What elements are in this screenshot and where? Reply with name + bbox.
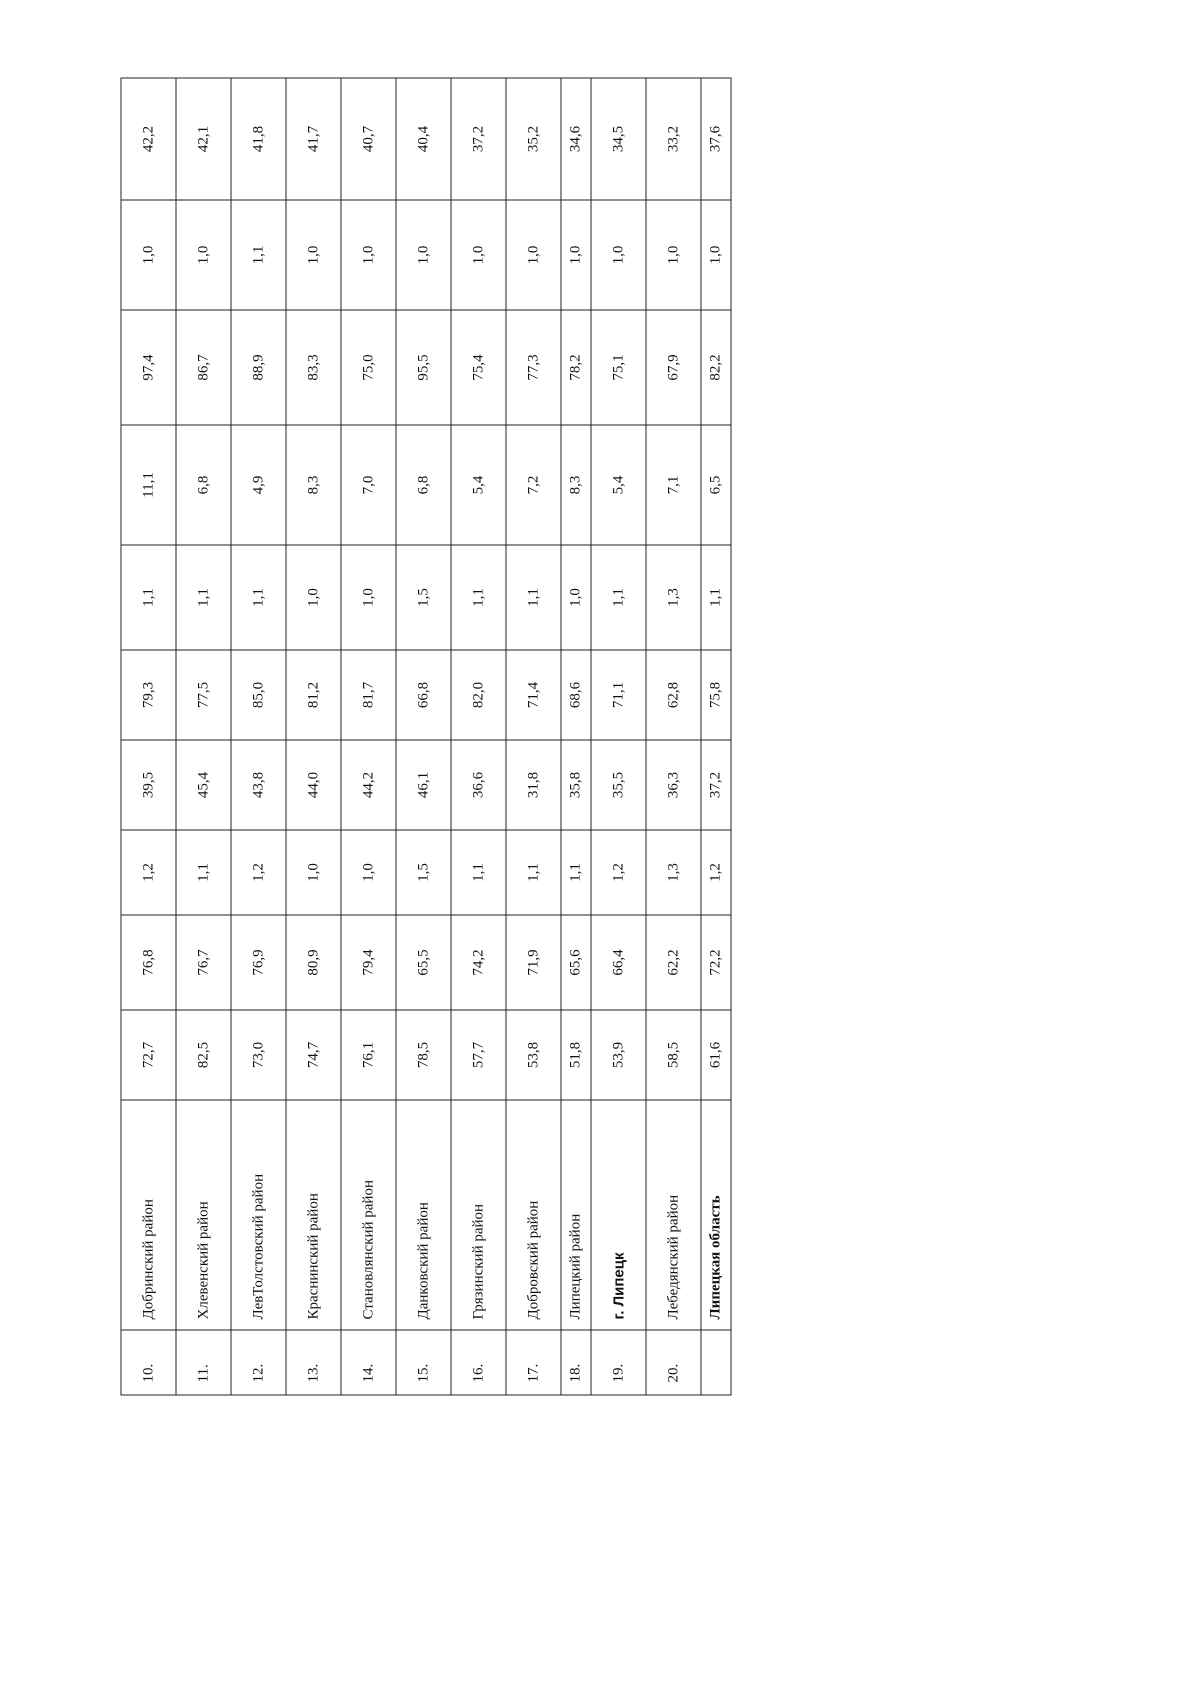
value-cell: 77,5 [176,650,231,740]
value-cell: 65,5 [396,915,451,1010]
value-cell: 1,0 [561,200,591,310]
district-name-cell: Лебедянский район [646,1100,701,1330]
table-row [561,78,591,1395]
value-cell: 1,0 [646,200,701,310]
row-number-cell [701,1330,731,1395]
value-cell: 40,7 [341,78,396,200]
value-cell: 62,2 [646,915,701,1010]
value-cell: 1,1 [231,200,286,310]
value-cell: 8,3 [561,425,591,545]
value-cell: 40,4 [396,78,451,200]
district-name-cell: Краснинский район [286,1100,341,1330]
row-number-cell: 18. [561,1330,591,1395]
value-cell: 66,8 [396,650,451,740]
value-cell: 42,2 [121,78,176,200]
value-cell: 78,2 [561,310,591,425]
value-cell: 1,1 [506,545,561,650]
value-cell: 76,8 [121,915,176,1010]
value-cell: 62,8 [646,650,701,740]
value-cell: 1,1 [121,545,176,650]
district-name-cell: Липецкий район [561,1100,591,1330]
value-cell: 1,0 [396,200,451,310]
value-cell: 43,8 [231,740,286,830]
row-number-cell: 16. [451,1330,506,1395]
value-cell: 73,0 [231,1010,286,1100]
value-cell: 1,3 [646,830,701,915]
value-cell: 81,7 [341,650,396,740]
value-cell: 1,3 [646,545,701,650]
value-cell: 82,2 [701,310,731,425]
table-row [451,78,506,1395]
value-cell: 31,8 [506,740,561,830]
district-name-cell: г. Липецк [591,1100,646,1330]
value-cell: 1,0 [176,200,231,310]
value-cell: 1,0 [341,545,396,650]
district-name-cell: Липецкая область [701,1100,731,1330]
value-cell: 1,0 [286,830,341,915]
district-name-cell: ЛевТолстовский район [231,1100,286,1330]
value-cell: 81,2 [286,650,341,740]
value-cell: 75,1 [591,310,646,425]
value-cell: 1,1 [591,545,646,650]
value-cell: 1,1 [451,545,506,650]
value-cell: 88,9 [231,310,286,425]
value-cell: 34,6 [561,78,591,200]
value-cell: 6,8 [176,425,231,545]
row-number-cell: 11. [176,1330,231,1395]
value-cell: 1,1 [231,545,286,650]
value-cell: 39,5 [121,740,176,830]
value-cell: 1,2 [231,830,286,915]
value-cell: 11,1 [121,425,176,545]
value-cell: 1,1 [451,830,506,915]
value-cell: 8,3 [286,425,341,545]
value-cell: 46,1 [396,740,451,830]
value-cell: 72,7 [121,1010,176,1100]
value-cell: 44,0 [286,740,341,830]
row-number-cell: 15. [396,1330,451,1395]
value-cell: 53,8 [506,1010,561,1100]
value-cell: 45,4 [176,740,231,830]
value-cell: 1,0 [341,830,396,915]
value-cell: 35,8 [561,740,591,830]
value-cell: 1,2 [121,830,176,915]
value-cell: 68,6 [561,650,591,740]
value-cell: 1,5 [396,545,451,650]
value-cell: 1,1 [701,545,731,650]
district-name-cell: Становлянский район [341,1100,396,1330]
row-number-cell: 13. [286,1330,341,1395]
value-cell: 71,4 [506,650,561,740]
district-name-cell: Добринский район [121,1100,176,1330]
value-cell: 37,2 [451,78,506,200]
value-cell: 79,3 [121,650,176,740]
value-cell: 97,4 [121,310,176,425]
value-cell: 6,5 [701,425,731,545]
value-cell: 1,1 [561,830,591,915]
table-row [506,78,561,1395]
value-cell: 1,1 [176,830,231,915]
value-cell: 66,4 [591,915,646,1010]
value-cell: 78,5 [396,1010,451,1100]
table-row [701,78,731,1395]
table-row [341,78,396,1395]
value-cell: 35,5 [591,740,646,830]
value-cell: 77,3 [506,310,561,425]
value-cell: 71,1 [591,650,646,740]
table-row [231,78,286,1395]
value-cell: 7,2 [506,425,561,545]
value-cell: 37,2 [701,740,731,830]
value-cell: 34,5 [591,78,646,200]
value-cell: 41,7 [286,78,341,200]
value-cell: 1,1 [176,545,231,650]
rotated-table-page [120,78,730,1395]
value-cell: 1,2 [701,830,731,915]
value-cell: 1,0 [561,545,591,650]
row-number-cell: 20. [646,1330,701,1395]
table-row [591,78,646,1395]
value-cell: 76,9 [231,915,286,1010]
value-cell: 6,8 [396,425,451,545]
value-cell: 5,4 [451,425,506,545]
district-name-cell: Данковский район [396,1100,451,1330]
value-cell: 1,1 [506,830,561,915]
value-cell: 37,6 [701,78,731,200]
district-name-cell: Грязинский район [451,1100,506,1330]
value-cell: 7,0 [341,425,396,545]
value-cell: 80,9 [286,915,341,1010]
row-number-cell: 17. [506,1330,561,1395]
value-cell: 5,4 [591,425,646,545]
value-cell: 65,6 [561,915,591,1010]
table-row [121,78,176,1395]
value-cell: 61,6 [701,1010,731,1100]
value-cell: 79,4 [341,915,396,1010]
row-number-cell: 10. [121,1330,176,1395]
value-cell: 86,7 [176,310,231,425]
value-cell: 75,4 [451,310,506,425]
value-cell: 35,2 [506,78,561,200]
value-cell: 33,2 [646,78,701,200]
value-cell: 1,2 [591,830,646,915]
value-cell: 1,0 [286,545,341,650]
value-cell: 1,0 [451,200,506,310]
row-number-cell: 19. [591,1330,646,1395]
value-cell: 1,0 [506,200,561,310]
value-cell: 41,8 [231,78,286,200]
table-body [121,78,731,1395]
value-cell: 57,7 [451,1010,506,1100]
value-cell: 67,9 [646,310,701,425]
value-cell: 76,7 [176,915,231,1010]
value-cell: 36,6 [451,740,506,830]
value-cell: 53,9 [591,1010,646,1100]
value-cell: 82,5 [176,1010,231,1100]
value-cell: 76,1 [341,1010,396,1100]
value-cell: 1,0 [701,200,731,310]
value-cell: 51,8 [561,1010,591,1100]
row-number-cell: 12. [231,1330,286,1395]
value-cell: 74,7 [286,1010,341,1100]
value-cell: 44,2 [341,740,396,830]
row-number-cell: 14. [341,1330,396,1395]
district-statistics-table [120,77,731,1395]
value-cell: 1,0 [591,200,646,310]
value-cell: 1,0 [341,200,396,310]
value-cell: 71,9 [506,915,561,1010]
value-cell: 4,9 [231,425,286,545]
district-name-cell: Хлевенский район [176,1100,231,1330]
table-row [646,78,701,1395]
value-cell: 75,8 [701,650,731,740]
table-row [396,78,451,1395]
value-cell: 72,2 [701,915,731,1010]
value-cell: 74,2 [451,915,506,1010]
value-cell: 58,5 [646,1010,701,1100]
value-cell: 83,3 [286,310,341,425]
value-cell: 1,5 [396,830,451,915]
value-cell: 36,3 [646,740,701,830]
value-cell: 42,1 [176,78,231,200]
value-cell: 75,0 [341,310,396,425]
value-cell: 95,5 [396,310,451,425]
value-cell: 85,0 [231,650,286,740]
value-cell: 1,0 [286,200,341,310]
value-cell: 7,1 [646,425,701,545]
table-row [176,78,231,1395]
value-cell: 82,0 [451,650,506,740]
table-row [286,78,341,1395]
value-cell: 1,0 [121,200,176,310]
district-name-cell: Добровский район [506,1100,561,1330]
